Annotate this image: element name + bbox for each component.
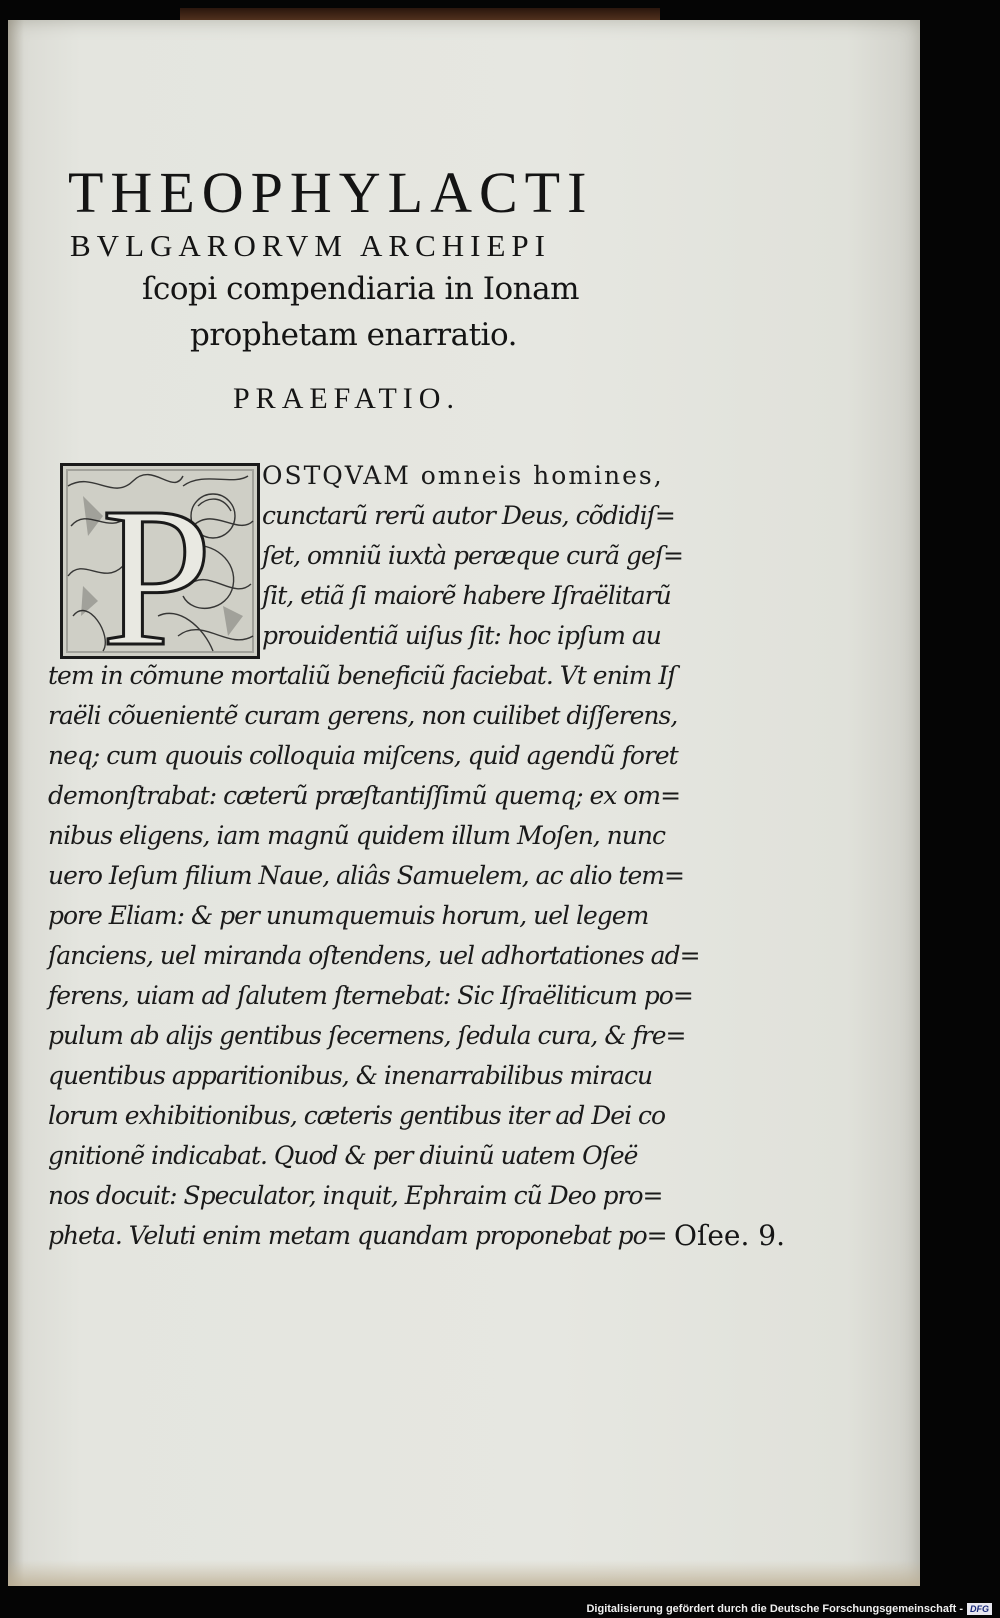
title-line-3: ſcopi compendiaria in Ionam <box>142 271 579 307</box>
body-line: pore Eliam: & per unumquemuis horum, uel legem <box>48 901 649 930</box>
footer-credit-text: Digitalisierung gefördert durch die Deutsche Forschungsgemeinschaft - <box>586 1603 963 1615</box>
footer-credit <box>586 1602 992 1616</box>
body-line: lorum exhibitionibus, cæteris gentibus iter ad Dei co <box>48 1101 666 1130</box>
preface-heading: PRAEFATIO. <box>233 382 460 415</box>
body-line: prouidentiã uiſus ſit: hoc ipſum au <box>262 621 661 650</box>
body-line: pheta. Veluti enim metam quandam proponebat po= <box>48 1221 667 1250</box>
title-line-4: prophetam enarratio. <box>190 317 517 353</box>
decorated-initial-artwork <box>63 466 257 656</box>
body-line: nibus eligens, iam magnũ quidem illum Moſen, nunc <box>48 821 665 850</box>
decorated-initial <box>60 463 260 659</box>
body-line: quentibus apparitionibus, & inenarrabilibus miracu <box>48 1061 653 1090</box>
spine-shadow <box>8 20 24 1586</box>
body-line: raëli cõuenientẽ curam gerens, non cuilibet diſſerens, <box>48 701 678 730</box>
body-line: ſanciens, uel miranda oſtendens, uel adhortationes ad= <box>48 941 700 970</box>
body-line: neq; cum quouis colloquia miſcens, quid agendũ foret <box>48 741 678 770</box>
title-line-1: THEOPHYLACTI <box>68 160 594 225</box>
body-line: uero Ieſum filium Naue, aliâs Samuelem, ac alio tem= <box>48 861 684 890</box>
page-bottom-edge <box>8 1560 920 1586</box>
title-block <box>58 160 698 358</box>
body-line: ferens, uiam ad ſalutem ſternebat: Sic Iſraëliticum po= <box>48 981 693 1010</box>
body-line: demonſtrabat: cæterũ præſtantiſſimũ quemq; ex om= <box>48 781 681 810</box>
marginal-note: Oſee. 9. <box>674 1219 785 1252</box>
body-line: OSTQVAM omneis homines, <box>262 461 664 490</box>
body-line: ſit, etiã ſi maiorẽ habere Iſraëlitarũ <box>262 581 671 610</box>
body-line: nos docuit: Speculator, inquit, Ephraim cũ Deo pro= <box>48 1181 663 1210</box>
initial-letter: P <box>101 467 213 656</box>
body-line: pulum ab alijs gentibus ſecernens, ſedula cura, & fre= <box>48 1021 686 1050</box>
body-line: tem in cõmune mortaliũ beneficiũ faciebat. Vt enim Iſ <box>48 661 676 690</box>
body-line: gnitionẽ indicabat. Quod & per diuinũ uatem Oſeë <box>48 1141 638 1170</box>
body-line: cunctarũ rerũ autor Deus, cõdidiſ= <box>262 501 675 530</box>
body-line: ſet, omniũ iuxtà peræque curã geſ= <box>262 541 683 570</box>
book-page <box>8 20 920 1586</box>
dfg-logo-icon: DFG <box>967 1603 992 1615</box>
title-line-2: BVLGARORVM ARCHIEPI <box>70 228 551 263</box>
